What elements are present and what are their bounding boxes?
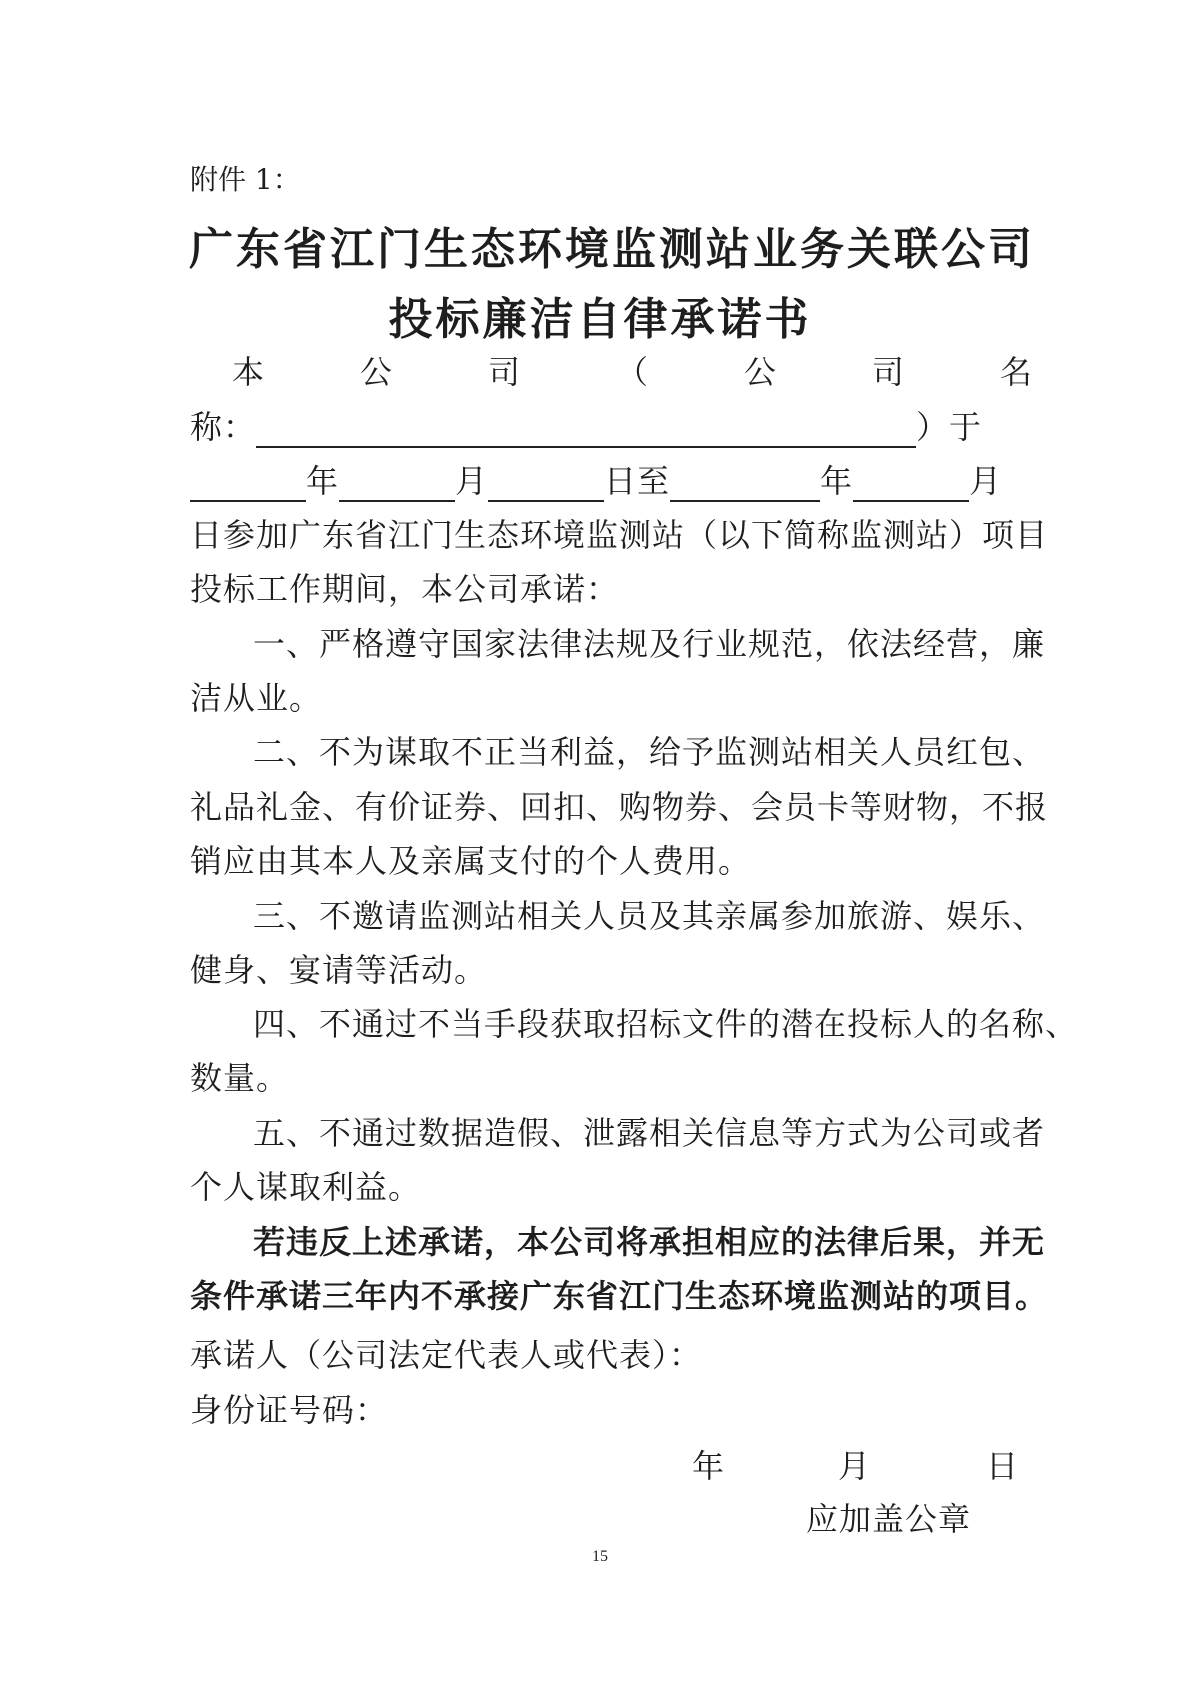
start-day-to-label: 日至 xyxy=(604,462,671,500)
clause-1-line-1: 一、严格遵守国家法律法规及行业规范，依法经营，廉 xyxy=(253,625,1046,663)
end-year-blank[interactable] xyxy=(670,474,820,502)
clause-2-line-1: 二、不为谋取不正当利益，给予监测站相关人员红包、 xyxy=(253,733,1046,771)
start-year-label: 年 xyxy=(306,462,340,500)
company-name-line xyxy=(190,402,982,448)
clause-3-line-1: 三、不邀请监测站相关人员及其亲属参加旅游、娱乐、 xyxy=(253,897,1046,935)
spread-char: 公 xyxy=(743,353,776,391)
document-title-line-1: 广东省江门生态环境监测站业务关联公司 xyxy=(189,224,1035,275)
clause-5-line-1: 五、不通过数据造假、泄露相关信息等方式为公司或者 xyxy=(253,1114,1046,1152)
sign-year-label: 年 xyxy=(692,1447,726,1485)
end-year-label: 年 xyxy=(820,462,854,500)
intro-line-3: 日参加广东省江门生态环境监测站（以下简称监测站）项目 xyxy=(190,516,1049,554)
clause-2-line-2: 礼品礼金、有价证券、回扣、购物券、会员卡等财物，不报 xyxy=(190,788,1049,826)
sign-month-label: 月 xyxy=(838,1447,872,1485)
clause-4-line-1: 四、不通过不当手段获取招标文件的潜在投标人的名称、 xyxy=(253,1005,1079,1043)
spread-char: 司 xyxy=(487,353,520,391)
clause-2-line-3: 销应由其本人及亲属支付的个人费用。 xyxy=(190,842,752,880)
page-number: 15 xyxy=(592,1548,608,1565)
intro-company-name-row xyxy=(232,347,1032,393)
sign-day-label: 日 xyxy=(986,1447,1020,1485)
clause-5-line-2: 个人谋取利益。 xyxy=(190,1168,422,1206)
clause-4-line-2: 数量。 xyxy=(190,1059,290,1097)
start-year-blank[interactable] xyxy=(190,474,306,502)
penalty-line-1: 若违反上述承诺，本公司将承担相应的法律后果，并无 xyxy=(253,1223,1046,1261)
end-month-blank[interactable] xyxy=(853,474,969,502)
seal-note: 应加盖公章 xyxy=(806,1500,972,1538)
date-range-line xyxy=(190,456,1002,502)
spread-char: 本 xyxy=(232,353,265,391)
company-name-blank[interactable] xyxy=(256,420,916,448)
penalty-line-2: 条件承诺三年内不承接广东省江门生态环境监测站的项目。 xyxy=(190,1277,1049,1315)
clause-1-line-2: 洁从业。 xyxy=(190,679,323,717)
spread-char: 名 xyxy=(999,353,1032,391)
clause-3-line-2: 健身、宴请等活动。 xyxy=(190,951,488,989)
attachment-label: 附件 1： xyxy=(190,163,301,196)
document-title-line-2: 投标廉洁自律承诺书 xyxy=(388,294,812,345)
promisor-label: 承诺人（公司法定代表人或代表）： xyxy=(190,1336,703,1374)
spread-char: （ xyxy=(615,353,648,391)
intro-line-4: 投标工作期间，本公司承诺： xyxy=(190,570,620,608)
name-label: 称： xyxy=(190,408,257,446)
start-day-blank[interactable] xyxy=(488,474,604,502)
spread-char: 公 xyxy=(359,353,392,391)
start-month-blank[interactable] xyxy=(339,474,455,502)
name-suffix: ）于 xyxy=(916,408,983,446)
spread-char: 司 xyxy=(871,353,904,391)
id-number-label: 身份证号码： xyxy=(190,1391,389,1429)
end-month-label: 月 xyxy=(969,462,1003,500)
start-month-label: 月 xyxy=(455,462,489,500)
